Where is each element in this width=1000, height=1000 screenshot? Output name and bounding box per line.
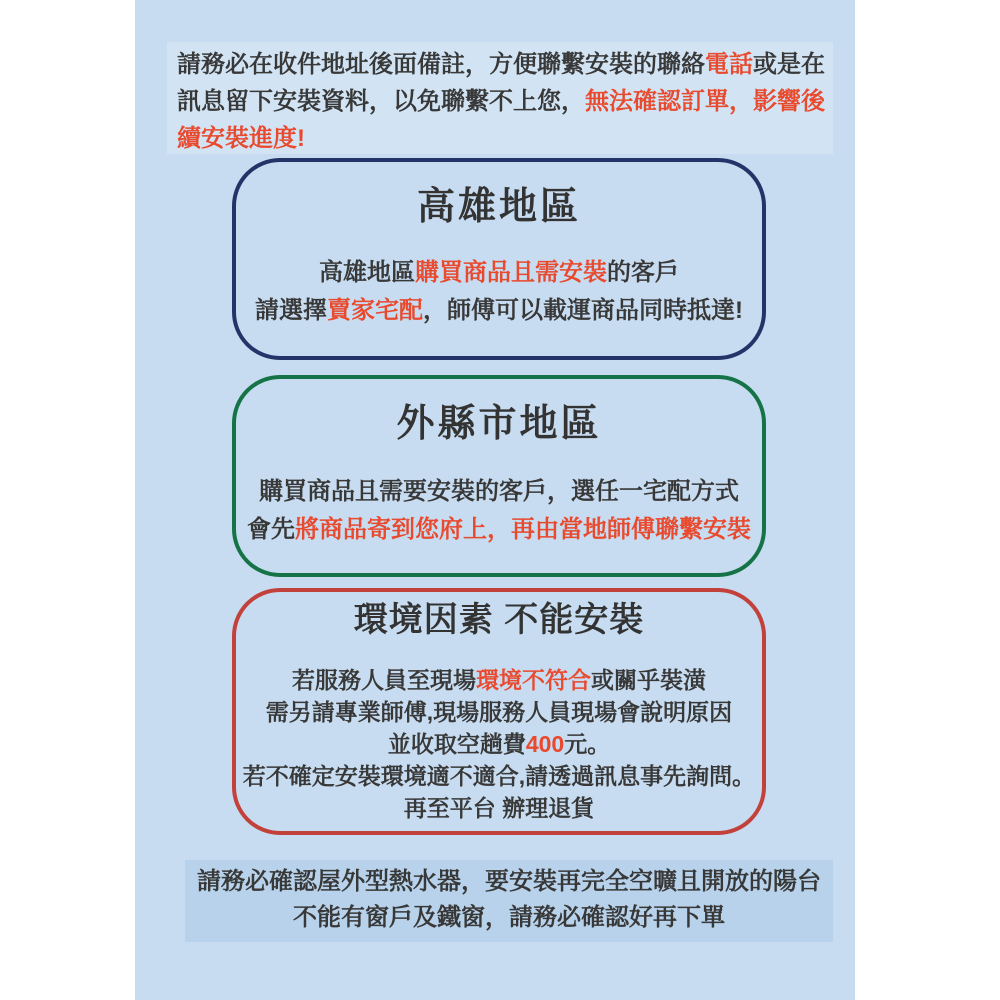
text-segment: 無法確認訂單，影響後 <box>585 88 825 115</box>
text-segment: 將商品寄到您府上，再由當地師傅聯繫安裝 <box>295 516 751 543</box>
text-segment: 不能有窗戶及鐵窗，請務必確認好再下單 <box>293 904 725 931</box>
notice-line <box>185 900 833 936</box>
kaohsiung-area-title: 高雄地區 <box>416 186 581 228</box>
text-segment: 續安裝進度! <box>177 125 305 152</box>
text-segment: 若服務人員至現場 <box>292 667 476 693</box>
bottom-warning-panel <box>185 860 833 942</box>
notice-line <box>236 664 762 696</box>
text-segment: 或關乎裝潢 <box>591 667 706 693</box>
other-counties-box <box>232 375 766 577</box>
kaohsiung-area-body <box>236 254 762 330</box>
notice-line <box>236 292 762 330</box>
notice-line <box>236 696 762 728</box>
text-segment: 環境不符合 <box>476 667 591 693</box>
notice-line <box>236 473 762 511</box>
top-notice-panel <box>167 42 833 154</box>
notice-line <box>177 46 823 83</box>
text-segment: 請務必在收件地址後面備註，方便聯繫安裝的聯絡 <box>177 51 705 78</box>
text-segment: 電話 <box>705 51 753 78</box>
text-segment: 元。 <box>564 731 611 757</box>
text-segment: 購買商品且需要安裝的客戶，選任一宅配方式 <box>259 478 739 505</box>
text-segment: 的客戶 <box>607 259 679 286</box>
text-segment: 訊息留下安裝資料，以免聯繫不上您， <box>177 88 585 115</box>
text-segment: 購買商品且需安裝 <box>415 259 607 286</box>
environment-restriction-box <box>232 588 766 835</box>
text-segment: 需另請專業師傅,現場服務人員現場會說明原因 <box>265 699 733 725</box>
notice-line <box>236 511 762 549</box>
other-counties-body <box>236 473 762 549</box>
notice-line <box>236 728 762 760</box>
kaohsiung-area-box <box>232 158 766 360</box>
text-segment: 400 <box>525 731 565 757</box>
notice-line <box>236 760 762 792</box>
content-area <box>135 0 855 1000</box>
environment-restriction-body <box>236 664 762 824</box>
notice-line <box>236 792 762 824</box>
text-segment: 再至平台 辦理退貨 <box>403 795 595 821</box>
notice-line <box>177 120 823 157</box>
text-segment: 並收取空趟費 <box>387 731 526 757</box>
notice-line <box>236 254 762 292</box>
environment-restriction-title: 環境因素 不能安裝 <box>353 601 645 639</box>
text-segment: 請務必確認屋外型熱水器，要安裝再完全空曠且開放的陽台 <box>197 868 821 895</box>
text-segment: 高雄地區 <box>319 259 415 286</box>
notice-line <box>177 83 823 120</box>
text-segment: ，師傅可以載運商品同時抵達! <box>423 297 743 324</box>
text-segment: 賣家宅配 <box>327 297 423 324</box>
text-segment: 會先 <box>247 516 295 543</box>
notice-line <box>185 864 833 900</box>
text-segment: 若不確定安裝環境適不適合,請透過訊息事先詢問。 <box>242 763 756 789</box>
other-counties-title: 外縣市地區 <box>396 403 602 445</box>
text-segment: 請選擇 <box>255 297 327 324</box>
text-segment: 或是在 <box>753 51 825 78</box>
